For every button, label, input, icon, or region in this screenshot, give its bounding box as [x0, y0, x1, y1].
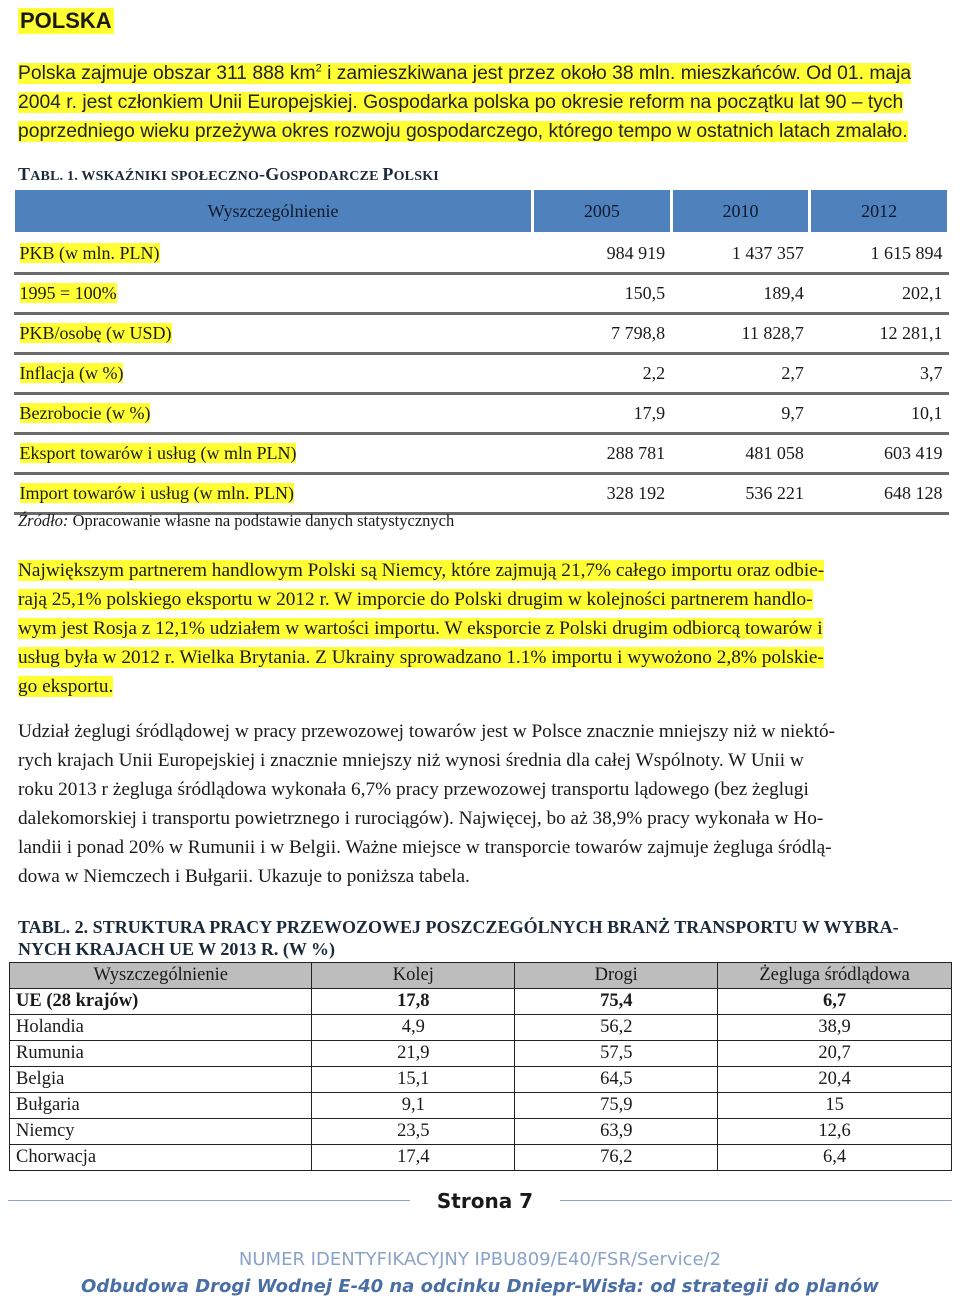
- table2-transport-structure: [9, 962, 952, 1171]
- shipping-line: dowa w Niemczech i Bułgarii. Ukazuje to poniższa tabela.: [18, 866, 470, 887]
- table2-value-cell: 6,7: [718, 989, 952, 1015]
- table2-value-cell: 15: [718, 1093, 952, 1119]
- table2-value-cell: 9,1: [312, 1093, 515, 1119]
- trade-line: wym jest Rosja z 12,1% udziałem w wartości importu. W eksporcie z Polski drugim odbiorcą towarów i: [18, 618, 823, 639]
- table2-header-cell: Drogi: [515, 963, 718, 989]
- table2-header-row: [10, 963, 952, 989]
- table1-header-row: [14, 189, 949, 234]
- table2-country-cell: Bułgaria: [10, 1093, 312, 1119]
- table1-indicators: [12, 187, 950, 515]
- table1-row: [14, 394, 949, 434]
- table1-row: [14, 354, 949, 394]
- table1-value-cell: 536 221: [671, 474, 810, 514]
- table1-value-cell: 202,1: [810, 274, 949, 314]
- table1-value-cell: 328 192: [533, 474, 672, 514]
- table1-header-cell: 2012: [810, 189, 949, 234]
- table2-value-cell: 76,2: [515, 1145, 718, 1171]
- table1-label-cell: [14, 354, 533, 394]
- footer-divider-left: [8, 1200, 410, 1201]
- table1-row: [14, 274, 949, 314]
- table2-value-cell: 17,4: [312, 1145, 515, 1171]
- table1-label-cell: [14, 274, 533, 314]
- table2-value-cell: 75,4: [515, 989, 718, 1015]
- table1-value-cell: 603 419: [810, 434, 949, 474]
- table1-label-cell: [14, 434, 533, 474]
- table2-country-cell: Chorwacja: [10, 1145, 312, 1171]
- table1-label-cell: [14, 394, 533, 434]
- table1-value-cell: 189,4: [671, 274, 810, 314]
- table2-country-cell: Rumunia: [10, 1041, 312, 1067]
- footer-divider-right: [560, 1200, 952, 1201]
- table1-header-cell: 2005: [533, 189, 672, 234]
- shipping-line: landii i ponad 20% w Rumunii i w Belgii. Ważne miejsce w transporcie towarów zajmuje żegluga śródlą-: [18, 837, 832, 858]
- table2-value-cell: 21,9: [312, 1041, 515, 1067]
- table1-value-cell: 1 615 894: [810, 234, 949, 274]
- table1-label-text: PKB/osobę (w USD): [19, 323, 172, 343]
- shipping-line: Udział żeglugi śródlądowej w pracy przewozowej towarów jest w Polsce znacznie mniejszy niż w niektó-: [18, 721, 836, 742]
- table1-row: [14, 474, 949, 514]
- table1-caption: TABL. 1. WSKAŹNIKI SPOŁECZNO-GOSPODARCZE POLSKI: [18, 164, 439, 184]
- shipping-line: dalekomorskiej i transportu powietrznego i rurociągów). Najwięcej, bo aż 38,9% pracy wykonała w Ho-: [18, 808, 824, 829]
- table2-value-cell: 64,5: [515, 1067, 718, 1093]
- table1-value-cell: 648 128: [810, 474, 949, 514]
- table2-value-cell: 20,7: [718, 1041, 952, 1067]
- trade-line: usług była w 2012 r. Wielka Brytania. Z Ukrainy sprowadzano 1.1% importu i wywożono 2,8% polskie-: [18, 647, 824, 668]
- shipping-line: roku 2013 r żegluga śródlądowa wykonała 6,7% pracy przewozowej transportu lądowego (bez żeglugi: [18, 779, 809, 800]
- table2-value-cell: 63,9: [515, 1119, 718, 1145]
- table2-row: [10, 1041, 952, 1067]
- table1-header-cell: 2010: [671, 189, 810, 234]
- table2-row: [10, 1015, 952, 1041]
- table1-label-text: PKB (w mln. PLN): [19, 243, 160, 263]
- table1-value-cell: 150,5: [533, 274, 672, 314]
- table2-header-cell: Wyszczególnienie: [10, 963, 312, 989]
- intro-line: 2004 r. jest członkiem Unii Europejskiej. Gospodarka polska po okresie reform na początku lat 90 – tych: [18, 92, 904, 114]
- table2-value-cell: 12,6: [718, 1119, 952, 1145]
- table2-value-cell: 75,9: [515, 1093, 718, 1119]
- table1-label-text: Eksport towarów i usług (w mln PLN): [19, 443, 297, 463]
- table1-row: [14, 234, 949, 274]
- table1-value-cell: 2,2: [533, 354, 672, 394]
- table2-row: [10, 1119, 952, 1145]
- trade-line: go eksportu.: [18, 676, 114, 697]
- intro-line: poprzedniego wieku przeżywa okres rozwoju gospodarczego, którego tempo w ostatnich latach zmalało.: [18, 121, 908, 143]
- table1-row: [14, 314, 949, 354]
- table1-value-cell: 2,7: [671, 354, 810, 394]
- table2-caption-line: TABL. 2. STRUKTURA PRACY PRZEWOZOWEJ POSZCZEGÓLNYCH BRANŻ TRANSPORTU W WYBRA-: [18, 917, 899, 937]
- table2-row: [10, 1093, 952, 1119]
- table2-country-cell: Niemcy: [10, 1119, 312, 1145]
- trade-line: Największym partnerem handlowym Polski są Niemcy, które zajmują 21,7% całego importu oraz odbie-: [18, 560, 825, 581]
- table1-value-cell: 481 058: [671, 434, 810, 474]
- table1-value-cell: 11 828,7: [671, 314, 810, 354]
- table2-row: [10, 1067, 952, 1093]
- table1-label-cell: [14, 314, 533, 354]
- table2-caption: [18, 916, 918, 960]
- shipping-line: rych krajach Unii Europejskiej i znacznie mniejszy niż wynosi średnia dla całej Wspólnoty. W Unii w: [18, 750, 804, 771]
- table2-value-cell: 57,5: [515, 1041, 718, 1067]
- table2-country-cell: Belgia: [10, 1067, 312, 1093]
- table2-value-cell: 6,4: [718, 1145, 952, 1171]
- table2-country-cell: UE (28 krajów): [10, 989, 312, 1015]
- page-number: Strona 7: [436, 1189, 534, 1213]
- trade-paragraph: [18, 556, 944, 701]
- table2-caption-line: NYCH KRAJACH UE W 2013 R. (W %): [18, 939, 336, 959]
- table1-label-cell: [14, 234, 533, 274]
- table2-value-cell: 17,8: [312, 989, 515, 1015]
- table1-value-cell: 12 281,1: [810, 314, 949, 354]
- table1-value-cell: 3,7: [810, 354, 949, 394]
- table1-row: [14, 434, 949, 474]
- table1-value-cell: 17,9: [533, 394, 672, 434]
- table2-header-cell: Kolej: [312, 963, 515, 989]
- table1-source: Źródło: Opracowanie własne na podstawie danych statystycznych: [18, 511, 455, 530]
- table1-value-cell: 7 798,8: [533, 314, 672, 354]
- table2-country-cell: Holandia: [10, 1015, 312, 1041]
- table1-label-text: 1995 = 100%: [19, 283, 117, 303]
- table2-value-cell: 38,9: [718, 1015, 952, 1041]
- table1-header-cell: Wyszczególnienie: [14, 189, 533, 234]
- footer-project: Odbudowa Drogi Wodnej E-40 na odcinku Dniepr-Wisła: od strategii do planów: [81, 1276, 879, 1297]
- inland-shipping-paragraph: [18, 717, 944, 891]
- page-title: POLSKA: [20, 8, 112, 33]
- table1-label-cell: [14, 474, 533, 514]
- table1-label-text: Import towarów i usług (w mln. PLN): [19, 483, 294, 503]
- table1-value-cell: 1 437 357: [671, 234, 810, 274]
- table2-value-cell: 15,1: [312, 1067, 515, 1093]
- table2-value-cell: 23,5: [312, 1119, 515, 1145]
- table1-value-cell: 10,1: [810, 394, 949, 434]
- table1-value-cell: 9,7: [671, 394, 810, 434]
- intro-line: Polska zajmuje obszar 311 888 $km^2$ i zamieszkiwana jest przez około 38 mln. mieszkańców. Od 01. maja: [18, 63, 912, 85]
- table1-label-text: Inflacja (w %): [19, 363, 124, 383]
- footer-id: NUMER IDENTYFIKACYJNY IPBU809/E40/FSR/Service/2: [238, 1249, 722, 1270]
- table2-row: [10, 1145, 952, 1171]
- intro-paragraph: [18, 55, 946, 146]
- table2-header-cell: Żegluga śródlądowa: [718, 963, 952, 989]
- table1-value-cell: 984 919: [533, 234, 672, 274]
- table2-row: [10, 989, 952, 1015]
- table1-value-cell: 288 781: [533, 434, 672, 474]
- trade-line: rają 25,1% polskiego eksportu w 2012 r. W imporcie do Polski drugim w kolejności partnerem handlo-: [18, 589, 813, 610]
- table2-value-cell: 4,9: [312, 1015, 515, 1041]
- table2-value-cell: 56,2: [515, 1015, 718, 1041]
- table1-label-text: Bezrobocie (w %): [19, 403, 151, 423]
- table2-value-cell: 20,4: [718, 1067, 952, 1093]
